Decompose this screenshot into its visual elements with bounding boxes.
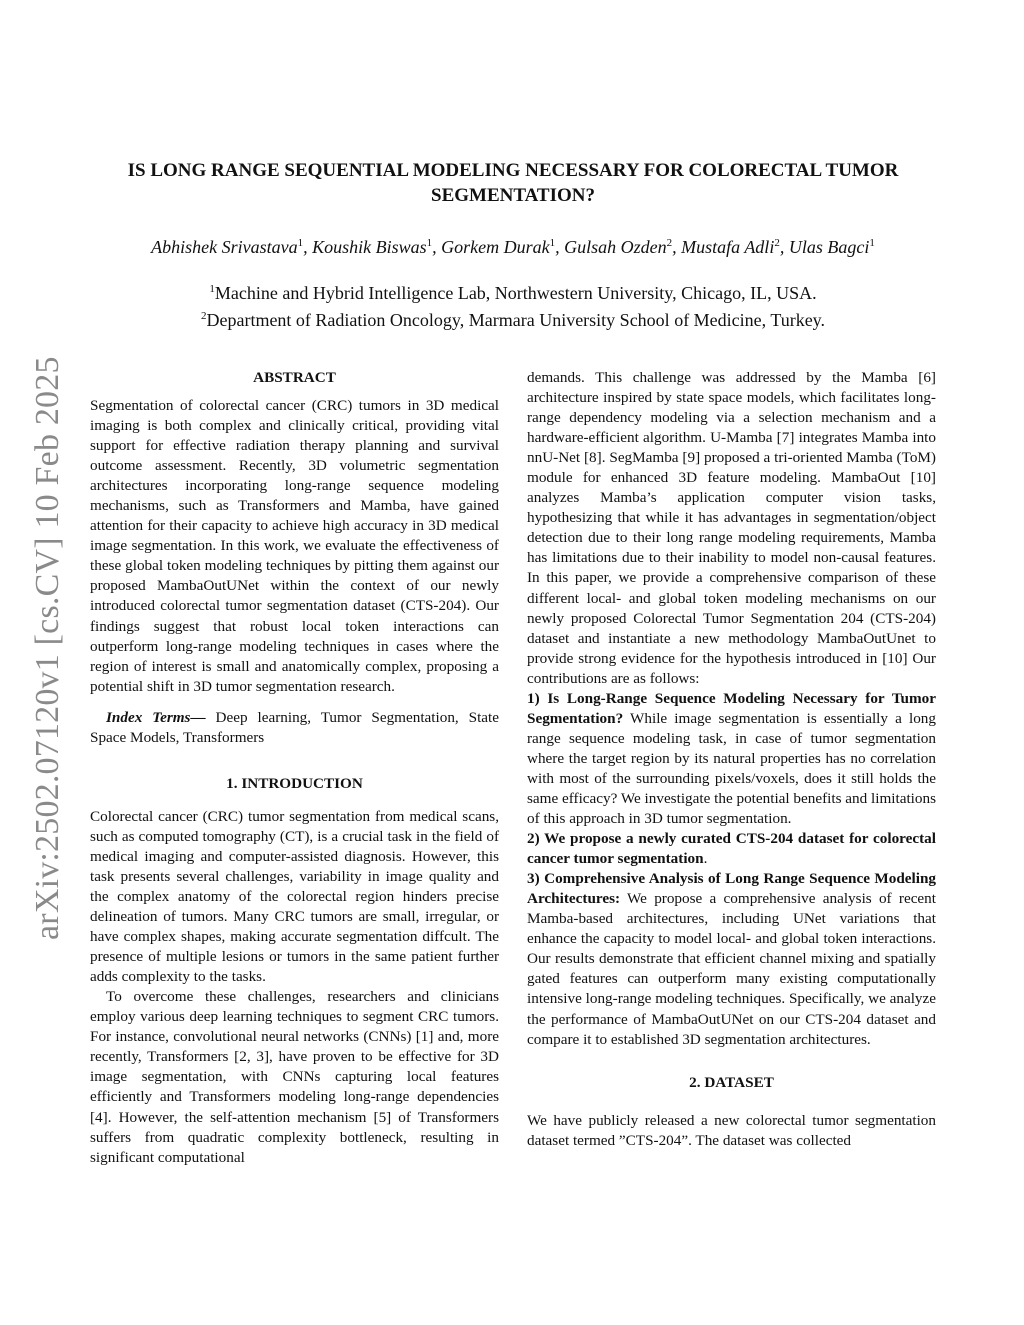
index-terms: [90, 708, 499, 748]
author: Abhishek Srivastava$^1$,: [151, 237, 313, 257]
index-terms-text: Deep learning, Tumor Segmentation, State Space Models, Transformers: [90, 708, 499, 746]
abstract-body: Segmentation of colorectal cancer (CRC) tumors in 3D medical imaging is both complex and clinically critical, providing vital support for effective radiation therapy planning and survival outcome assessment. Recently, 3D volumetric segmentation architectures incorporating long-range sequence modeling mechanisms, such as Transformers and Mamba, have gained attention for their capacity to achieve high accuracy in 3D medical image segmentation. In this work, we evaluate the effectiveness of these global token modeling techniques by pitting them against our proposed MambaOutUNet within the context of our newly introduced colorectal tumor segmentation dataset (CTS-204). Our findings suggest that robust local token interactions can outperform long-range modeling techniques in cases where the region of interest is small and anatomically complex, proposing a potential shift in 3D tumor segmentation research.: [90, 397, 499, 695]
abstract-heading: ABSTRACT: [253, 369, 336, 386]
contribution-2-heading: 2) We propose a newly curated CTS-204 dataset for colorectal cancer tumor segmentation: [527, 830, 936, 868]
author-list: [90, 231, 936, 259]
title-line-2: SEGMENTATION?: [431, 185, 595, 206]
author: Koushik Biswas$^1$,: [312, 237, 442, 257]
author: Mustafa Adli$^2$,: [681, 237, 789, 257]
contribution-3: [527, 869, 936, 1049]
introduction-heading: 1. INTRODUCTION: [226, 774, 363, 792]
contribution-1: [527, 689, 936, 829]
left-column: [90, 368, 499, 1168]
paper-title: [90, 158, 936, 208]
contribution-1-heading: 1) Is Long-Range Sequence Modeling Necessary for Tumor Segmentation?: [527, 689, 936, 727]
introduction-paragraph-3: demands. This challenge was addressed by the Mamba [6] architecture inspired by state space models, which facilitates long-range dependency modeling via a selection mechanism and a hardware-efficient algorithm. U-Mamba [7] integrates Mamba into nnU-Net [8]. SegMamba [9] proposed a tri-oriented Mamba (ToM) module for enhanced 3D feature modeling. MambaOut [10] analyzes Mamba’s application computer vision tasks, hypothesizing that while it has advantages in segmentation/object detection due to their long range modeling requirements, Mamba has limitations due to their inability to model non-causal features. In this paper, we provide a comprehensive comparison of these different local- and global token modeling mechanisms on our newly proposed Colorectal Tumor Segmentation 204 (CTS-204) dataset and instantiate a new methodology MambaOutUnet to provide strong evidence for the hypothesis introduced in [10] Our contributions are as follows:: [527, 369, 936, 687]
contribution-1-text: While image segmentation is essentially a long range sequence modeling task, in case of tumor segmentation where the target region by its natural properties has no correlation with most of the surrounding pixels/voxels, does it still holds the same efficacy? We investigate the potential benefits and limitations of this approach in 3D tumor segmentation.: [527, 709, 936, 828]
introduction-paragraph-1: Colorectal cancer (CRC) tumor segmentation from medical scans, such as computed tomography (CT), is a crucial task in the field of medical imaging and computer-assisted diagnosis. However, this task presents several challenges, variability in image quality and the complex anatomy of the colorectal region hinders precise delineation of tumors. Many CRC tumors are small, irregular, or have complex shapes, making accurate segmentation diffcult. The presence of multiple lesions or tumors in the same patient further adds complexity to the tasks.: [90, 807, 499, 986]
affiliation-2: $^2$Department of Radiation Oncology, Marmara University School of Medicine, Turkey.: [200, 310, 826, 330]
affiliation-1: $^1$Machine and Hybrid Intelligence Lab, Northwestern University, Chicago, IL, USA.: [209, 283, 817, 303]
author: Ulas Bagci$^1$: [788, 237, 875, 257]
index-terms-label: Index Terms—: [106, 708, 206, 726]
dataset-paragraph-1: We have publicly released a new colorectal tumor segmentation dataset termed ”CTS-204”. The dataset was collected: [527, 1111, 936, 1149]
contribution-3-text: We propose a comprehensive analysis of recent Mamba-based architectures, including UNet variations that enhance the capacity to model local- and global token interactions. Our results demonstrate that efficient channel mixing and spatially gated features can outperform many existing computationally intensive long-range modeling techniques. Specifically, we analyze the performance of MambaOutUNet on our CTS-204 dataset and compare it to established 3D segmentation architectures.: [527, 890, 936, 1048]
introduction-paragraph-2: To overcome these challenges, researchers and clinicians employ various deep learning techniques to segment CRC tumors. For instance, convolutional neural networks (CNNs) [1] and, more recently, Transformers [2, 3], have proven to be effective for 3D image segmentation, with CNNs capturing local features efficiently and Transformers modeling long-range dependencies [4]. However, the self-attention mechanism [5] of Transformers suffers from quadratic complexity bottleneck, resulting in significant computational: [90, 988, 499, 1166]
affiliations: [90, 278, 936, 332]
title-line-1: IS LONG RANGE SEQUENTIAL MODELING NECESSARY FOR COLORECTAL TUMOR: [127, 160, 899, 181]
contribution-3-heading: 3) Comprehensive Analysis of Long Range Sequence Modeling Architectures:: [527, 870, 936, 908]
contribution-2: [527, 829, 936, 869]
dataset-heading: 2. DATASET: [689, 1073, 774, 1091]
contribution-2-text: .: [703, 850, 708, 868]
right-column: [527, 368, 936, 1151]
arxiv-identifier[interactable]: arXiv:2502.07120v1 [cs.CV] 10 Feb 2025: [29, 356, 66, 940]
author: Gorkem Durak$^1$,: [441, 237, 565, 257]
author: Gulsah Ozden$^2$,: [564, 237, 682, 257]
